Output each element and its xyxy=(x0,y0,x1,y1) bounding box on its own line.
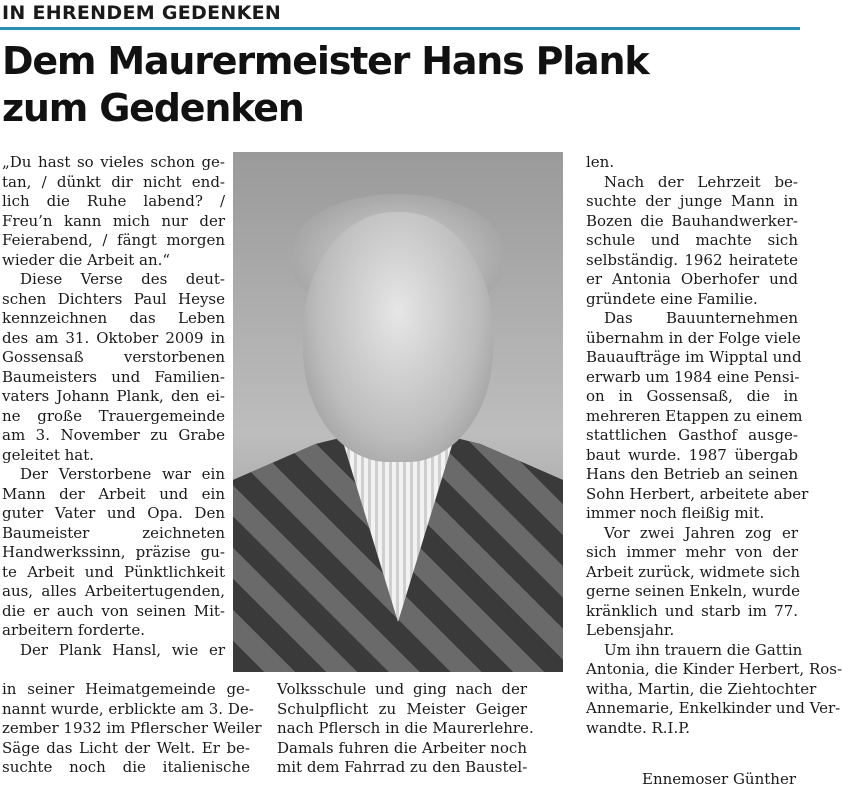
text-line: baut wurde. 1987 übergab xyxy=(586,445,798,464)
text-line: aus, alles Arbeitertugenden, xyxy=(2,582,225,600)
text-line: Das Bauunternehmen xyxy=(604,309,798,327)
text-line: „Du hast so vieles schon ge- xyxy=(2,153,225,171)
text-line: zember 1932 im Pflerscher Weiler xyxy=(2,719,262,737)
text-line: nach Pflersch in die Maurerlehre. xyxy=(277,719,534,737)
face-shape xyxy=(303,212,493,462)
text-line: Freu’n kann mich nur der xyxy=(2,211,225,230)
text-line: witha, Martin, die Ziehtochter xyxy=(586,679,817,698)
article-column-1 xyxy=(2,153,225,660)
text-line: nannt wurde, erblickte am 3. De- xyxy=(2,699,254,718)
article-column-3 xyxy=(586,153,842,738)
headline-line-2: zum Gedenken xyxy=(2,86,304,130)
text-line: suchte der junge Mann in xyxy=(586,192,798,210)
text-line: übernahm in der Folge viele xyxy=(586,328,801,347)
text-line: schen Dichters Paul Heyse xyxy=(2,289,225,308)
text-line: gerne seinen Enkeln, wurde xyxy=(586,582,801,600)
text-line: Lebensjahr. xyxy=(586,621,675,639)
text-line: suchte noch die italienische xyxy=(2,758,250,776)
text-line: lich die Ruhe labend? / xyxy=(2,192,225,210)
text-line: Vor zwei Jahren zog er xyxy=(604,523,798,542)
text-line: wieder die Arbeit an.“ xyxy=(2,250,171,269)
text-line: geleitet hat. xyxy=(2,445,95,464)
headline xyxy=(2,38,798,132)
text-line: Schulpflicht zu Meister Geiger xyxy=(277,699,527,718)
text-line: on in Gossensaß, die in xyxy=(586,387,798,405)
text-line: Säge das Licht der Welt. Er be- xyxy=(2,738,250,757)
text-line: Sohn Herbert, arbeitete aber xyxy=(586,484,809,503)
text-line: Feierabend, / fängt morgen xyxy=(2,231,225,249)
text-line: Hans den Betrieb an seinen xyxy=(586,465,798,483)
section-label: IN EHRENDEM GEDENKEN xyxy=(2,2,282,24)
text-line: Um ihn trauern die Gattin xyxy=(604,640,803,659)
text-line: Bozen die Bauhandwerker- xyxy=(586,211,798,230)
article-column-1-continued xyxy=(2,680,262,778)
text-line: ne große Trauergemeinde xyxy=(2,406,225,425)
text-line: er Antonia Oberhofer und xyxy=(586,270,798,288)
text-line: die er auch von seinen Mit- xyxy=(2,601,225,620)
text-line: stattlichen Gasthof ausge- xyxy=(586,426,798,444)
text-line: Bauaufträge im Wipptal und xyxy=(586,348,802,366)
text-line: immer noch fleißig mit. xyxy=(586,504,765,522)
text-line: kennzeichnen das Leben xyxy=(2,309,225,327)
headline-line-1: Dem Maurermeister Hans Plank xyxy=(2,39,649,83)
text-line: Volksschule und ging nach der xyxy=(277,680,527,698)
text-line: wandte. R.I.P. xyxy=(586,718,691,737)
text-line: mit dem Fahrrad zu den Baustel- xyxy=(277,758,528,776)
text-line: Diese Verse des deut- xyxy=(20,270,225,288)
section-rule xyxy=(0,27,800,30)
text-line: te Arbeit und Pünktlichkeit xyxy=(2,562,225,581)
portrait-photo xyxy=(233,152,563,662)
text-line: kränklich und starb im 77. xyxy=(586,601,798,620)
text-line: guter Vater und Opa. Den xyxy=(2,504,225,522)
text-line: Der Verstorbene war ein xyxy=(20,465,225,483)
text-line: arbeitern forderte. xyxy=(2,621,145,639)
text-line: gründete eine Familie. xyxy=(586,289,758,308)
text-line: Mann der Arbeit und ein xyxy=(2,484,225,503)
text-line: am 3. November zu Grabe xyxy=(2,426,225,444)
text-line: des am 31. Oktober 2009 in xyxy=(2,328,225,347)
text-line: Annemarie, Enkelkinder und Ver- xyxy=(586,699,841,717)
text-line: Baumeister zeichneten xyxy=(2,523,225,542)
article-column-2 xyxy=(277,680,534,778)
text-line: vaters Johann Plank, den ei- xyxy=(2,387,225,405)
text-line: Damals fuhren die Arbeiter noch xyxy=(277,738,527,757)
text-line: schule und machte sich xyxy=(586,231,798,249)
text-line: len. xyxy=(586,153,615,171)
text-line: Baumeisters und Familien- xyxy=(2,367,225,386)
text-line: Arbeit zurück, widmete sich xyxy=(586,562,801,581)
text-line: Antonia, die Kinder Herbert, Ros- xyxy=(586,660,842,678)
author-byline: Ennemoser Günther xyxy=(642,770,796,788)
text-line: Nach der Lehrzeit be- xyxy=(604,172,798,191)
text-line: tan, / dünkt dir nicht end- xyxy=(2,172,225,191)
text-line: in seiner Heimatgemeinde ge- xyxy=(2,680,250,698)
text-line: Handwerkssinn, präzise gu- xyxy=(2,543,225,561)
text-line: Gossensaß verstorbenen xyxy=(2,348,225,366)
text-line: Der Plank Hansl, wie er xyxy=(20,640,225,659)
text-line: selbständig. 1962 heiratete xyxy=(586,250,798,269)
text-line: mehreren Etappen zu einem xyxy=(586,406,803,425)
text-line: sich immer mehr von der xyxy=(586,543,798,561)
text-line: erwarb um 1984 eine Pensi- xyxy=(586,367,800,386)
